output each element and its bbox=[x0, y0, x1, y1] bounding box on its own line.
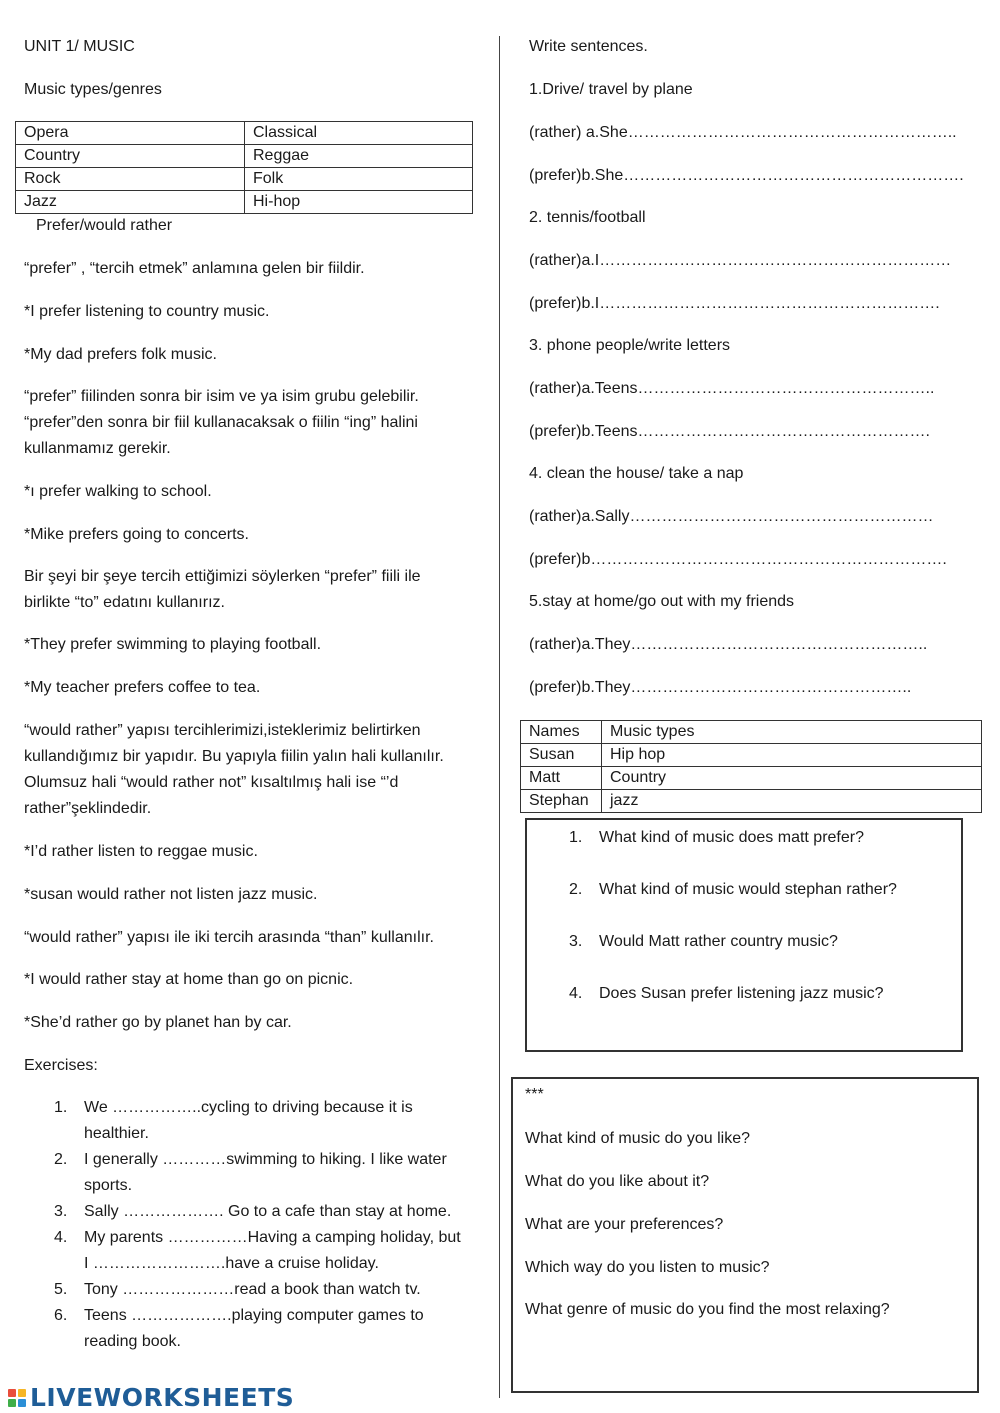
table-cell: Opera bbox=[16, 122, 245, 145]
table-cell: Stephan bbox=[521, 790, 602, 813]
write-sentences-heading: Write sentences. bbox=[529, 38, 648, 55]
example-sentence: *Mike prefers going to concerts. bbox=[24, 526, 249, 543]
exercise-line: Teens ……………….playing computer games to bbox=[84, 1307, 424, 1324]
list-number: 4. bbox=[54, 1229, 68, 1246]
table-header-cell: Music types bbox=[602, 721, 982, 744]
list-number: 3. bbox=[569, 933, 583, 950]
list-item bbox=[24, 1095, 494, 1147]
list-number: 1. bbox=[569, 829, 583, 846]
answer-line: (prefer)b.She………………………………………………………. bbox=[529, 167, 964, 184]
questions-box bbox=[525, 818, 963, 1052]
logo-square bbox=[8, 1399, 16, 1407]
table-row bbox=[521, 790, 982, 813]
exercise-line: Tony …………………read a book than watch tv. bbox=[84, 1281, 421, 1298]
answer-line: (rather)a.They……………………………………………….. bbox=[529, 636, 928, 653]
paragraph-line: “prefer”den sonra bir fiil kullanacaksak o fiilin “ing” halini bbox=[24, 414, 418, 431]
logo-square bbox=[8, 1389, 16, 1397]
exercise-line: We ……………..cycling to driving because it is bbox=[84, 1099, 413, 1116]
paragraph: “would rather” yapısı ile iki tercih arasında “than” kullanılır. bbox=[24, 929, 434, 946]
table-cell: Folk bbox=[245, 168, 473, 191]
question-text: What kind of music would stephan rather? bbox=[599, 881, 897, 898]
table-header-cell: Names bbox=[521, 721, 602, 744]
list-item bbox=[24, 1225, 494, 1277]
logo-square bbox=[18, 1389, 26, 1397]
list-number: 1. bbox=[54, 1099, 68, 1116]
logo-text: LIVEWORKSHEETS bbox=[30, 1383, 295, 1412]
table-row bbox=[521, 744, 982, 767]
table-cell: Reggae bbox=[245, 145, 473, 168]
list-number: 3. bbox=[54, 1203, 68, 1220]
answer-line: (prefer)b.They…………………………………………….. bbox=[529, 679, 912, 696]
list-item bbox=[24, 1147, 494, 1199]
paragraph-line: kullandığımız bir yapıdır. Bu yapıyla fiilin yalın hali kullanılır. bbox=[24, 748, 444, 765]
stars-marker: *** bbox=[525, 1086, 544, 1103]
example-sentence: *They prefer swimming to playing football. bbox=[24, 636, 322, 653]
list-number: 5. bbox=[54, 1281, 68, 1298]
table-row bbox=[16, 168, 473, 191]
table-cell: Susan bbox=[521, 744, 602, 767]
example-sentence: *I prefer listening to country music. bbox=[24, 303, 270, 320]
paragraph-line: birlikte “to” edatını kullanırız. bbox=[24, 594, 225, 611]
example-sentence: *My teacher prefers coffee to tea. bbox=[24, 679, 261, 696]
answer-line: (prefer)b…………………………………………………………. bbox=[529, 551, 947, 568]
list-item bbox=[24, 1277, 494, 1303]
exercise-line: sports. bbox=[84, 1177, 133, 1194]
paragraph-line: “prefer” fiilinden sonra bir isim ve ya isim grubu gelebilir. bbox=[24, 388, 419, 405]
exercise-line: healthier. bbox=[84, 1125, 149, 1142]
example-sentence: *I would rather stay at home than go on picnic. bbox=[24, 971, 354, 988]
list-item bbox=[24, 1303, 494, 1355]
prefer-heading: Prefer/would rather bbox=[36, 217, 173, 234]
paragraph-line: Bir şeyi bir şeye tercih ettiğimizi söylerken “prefer” fiili ile bbox=[24, 568, 421, 585]
discussion-question: Which way do you listen to music? bbox=[525, 1259, 770, 1276]
exercise-line: My parents ……………Having a camping holiday, but bbox=[84, 1229, 461, 1246]
table-cell: Country bbox=[16, 145, 245, 168]
example-sentence: *ı prefer walking to school. bbox=[24, 483, 212, 500]
paragraph-line: Olumsuz hali “would rather not” kısaltılmış hali ise “’d bbox=[24, 774, 399, 791]
table-row bbox=[521, 767, 982, 790]
names-music-table bbox=[520, 720, 982, 813]
list-item bbox=[24, 1199, 494, 1225]
column-divider bbox=[499, 36, 500, 1398]
exercise-prompt: 1.Drive/ travel by plane bbox=[529, 81, 693, 98]
list-number: 2. bbox=[54, 1151, 68, 1168]
discussion-question: What kind of music do you like? bbox=[525, 1130, 750, 1147]
exercise-line: Sally ………………. Go to a cafe than stay at home. bbox=[84, 1203, 452, 1220]
exercise-prompt: 3. phone people/write letters bbox=[529, 337, 731, 354]
discussion-question: What do you like about it? bbox=[525, 1173, 710, 1190]
question-text: What kind of music does matt prefer? bbox=[599, 829, 864, 846]
logo-squares-icon bbox=[8, 1389, 26, 1407]
answer-line: (rather)a.Teens……………………………………………….. bbox=[529, 380, 935, 397]
exercises-heading: Exercises: bbox=[24, 1057, 98, 1074]
answer-line: (prefer)b.I………………………………………………………. bbox=[529, 295, 940, 312]
table-cell: Country bbox=[602, 767, 982, 790]
table-row bbox=[16, 145, 473, 168]
answer-line: (prefer)b.Teens………………………………………………. bbox=[529, 423, 930, 440]
table-row bbox=[16, 191, 473, 214]
exercises-list bbox=[24, 1095, 494, 1355]
liveworksheets-logo[interactable] bbox=[8, 1383, 294, 1412]
exercise-line: I generally …………swimming to hiking. I like water bbox=[84, 1151, 447, 1168]
paragraph-line: kullanmamız gerekir. bbox=[24, 440, 171, 457]
exercise-prompt: 4. clean the house/ take a nap bbox=[529, 465, 744, 482]
list-number: 2. bbox=[569, 881, 583, 898]
question-text: Does Susan prefer listening jazz music? bbox=[599, 985, 884, 1002]
table-cell: Hip hop bbox=[602, 744, 982, 767]
table-cell: Jazz bbox=[16, 191, 245, 214]
exercise-prompt: 2. tennis/football bbox=[529, 209, 646, 226]
example-sentence: *She’d rather go by planet han by car. bbox=[24, 1014, 292, 1031]
exercise-line: reading book. bbox=[84, 1333, 181, 1350]
table-cell: Rock bbox=[16, 168, 245, 191]
genres-table bbox=[15, 121, 473, 214]
table-row bbox=[16, 122, 473, 145]
list-number: 4. bbox=[569, 985, 583, 1002]
paragraph-line: “would rather” yapısı tercihlerimizi,isteklerimiz belirtirken bbox=[24, 722, 421, 739]
logo-square bbox=[18, 1399, 26, 1407]
answer-line: (rather)a.Sally………………………………………………… bbox=[529, 508, 934, 525]
question-text: Would Matt rather country music? bbox=[599, 933, 838, 950]
table-cell: Matt bbox=[521, 767, 602, 790]
example-sentence: *susan would rather not listen jazz music. bbox=[24, 886, 318, 903]
discussion-box bbox=[511, 1077, 979, 1393]
table-row bbox=[521, 721, 982, 744]
table-cell: jazz bbox=[602, 790, 982, 813]
paragraph-line: rather”şeklindedir. bbox=[24, 800, 152, 817]
exercise-prompt: 5.stay at home/go out with my friends bbox=[529, 593, 795, 610]
answer-line: (rather) a.She…………………………………………………….. bbox=[529, 124, 957, 141]
page-title: UNIT 1/ MUSIC bbox=[24, 38, 135, 55]
exercise-line: I …………………….have a cruise holiday. bbox=[84, 1255, 379, 1272]
list-number: 6. bbox=[54, 1307, 68, 1324]
genres-heading: Music types/genres bbox=[24, 81, 162, 98]
answer-line: (rather)a.I………………………………………………………… bbox=[529, 252, 952, 269]
example-sentence: *I’d rather listen to reggae music. bbox=[24, 843, 258, 860]
discussion-question: What genre of music do you find the most relaxing? bbox=[525, 1301, 890, 1318]
table-cell: Classical bbox=[245, 122, 473, 145]
table-cell: Hi-hop bbox=[245, 191, 473, 214]
discussion-question: What are your preferences? bbox=[525, 1216, 724, 1233]
example-sentence: *My dad prefers folk music. bbox=[24, 346, 217, 363]
paragraph: “prefer” , “tercih etmek” anlamına gelen bir fiildir. bbox=[24, 260, 365, 277]
